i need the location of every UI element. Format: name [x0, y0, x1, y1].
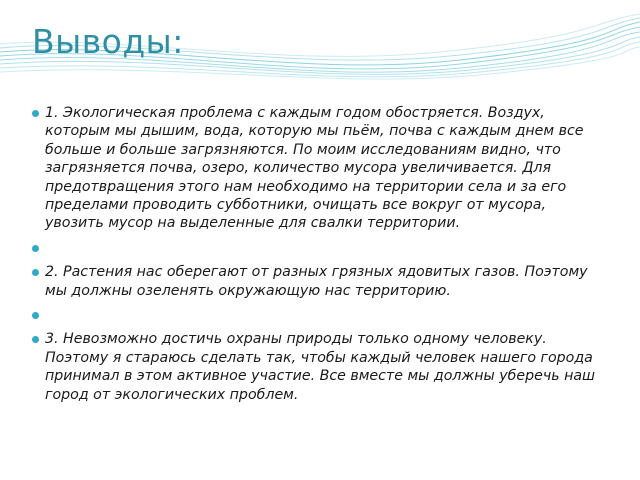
bullet-dot-icon [32, 336, 39, 343]
bullet-dot-icon [32, 245, 39, 252]
list-item-text: 1. Экологическая проблема с каждым годом обостряется. Воздух, которым мы дышим, вода, которую мы пьём, почва с каждым днем все больше и больше загрязняются. По моим исследованиям видно, что загрязняется почва, озеро, количество мусора увеличивается. Для предотвращения этого нам необходимо на территории села и за его пределами проводить субботники, очищать все вокруг от мусора, увозить мусор на выделенные для свалки территории. [45, 105, 584, 232]
slide-title: Выводы: [32, 22, 184, 61]
list-item-text: 2. Растения нас оберегают от разных грязных ядовитых газов. Поэтому мы должны озеленять окружающую нас территорию. [45, 264, 588, 299]
list-item [32, 263, 604, 300]
bullet-dot-icon [32, 269, 39, 276]
list-item [32, 104, 604, 233]
list-item [32, 330, 604, 404]
list-item-empty [32, 306, 604, 324]
list-item-text: 3. Невозможно достичь охраны природы только одному человеку. Поэтому я стараюсь сделать так, чтобы каждый человек нашего города принимал в этом активное участие. Все вместе мы должны уберечь наш город от экологических проблем. [45, 331, 596, 403]
list-item-empty [32, 239, 604, 257]
conclusions-list [32, 104, 604, 404]
bullet-dot-icon [32, 312, 39, 319]
bullet-dot-icon [32, 110, 39, 117]
